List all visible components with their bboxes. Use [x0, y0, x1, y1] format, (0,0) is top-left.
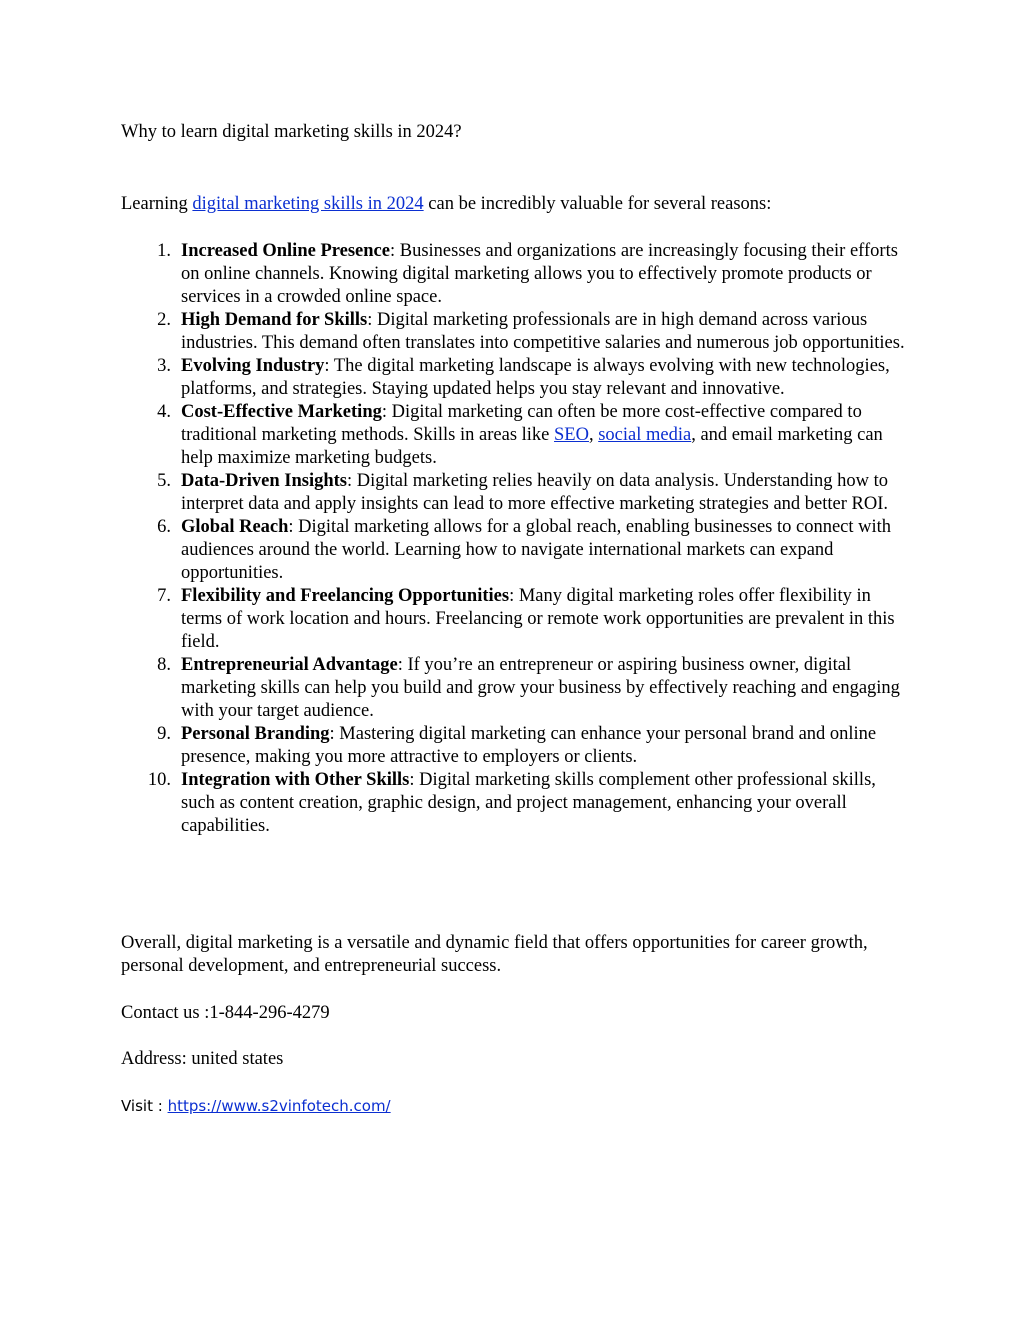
list-item-body: : Digital marketing skills complement other professional skills, such as content creation, graphic design, and project management, enhancing your overall capabilities. [181, 770, 876, 836]
social-media-link[interactable]: social media [598, 425, 692, 445]
list-item [121, 470, 911, 516]
list-item-heading: Global Reach [181, 517, 289, 537]
list-item-text [181, 471, 888, 514]
list-item-heading: Integration with Other Skills [181, 770, 410, 790]
list-item-body: : Digital marketing allows for a global reach, enabling businesses to connect with audiences around the world. Learning how to navigate international markets can expand opportunities. [181, 517, 892, 583]
list-item [121, 309, 911, 355]
contact-line: Contact us :1-844-296-4279 [121, 1003, 330, 1023]
list-item-number: 6. [157, 517, 171, 537]
list-item-text [181, 356, 890, 399]
list-item-body-before: : Digital marketing can often be more cost-effective compared to traditional marketing methods. Skills in areas like [181, 402, 862, 445]
list-item-text [181, 770, 876, 836]
list-item-number: 5. [157, 471, 171, 491]
list-item-number: 8. [157, 655, 171, 675]
list-item-separator: , [588, 425, 599, 445]
list-item-number: 4. [157, 402, 171, 422]
list-item-number: 10. [147, 770, 171, 790]
list-item [121, 654, 911, 723]
visit-line [121, 1096, 391, 1116]
intro-paragraph [121, 193, 771, 216]
list-item-text [181, 655, 900, 721]
list-item-heading: Increased Online Presence [181, 241, 390, 261]
list-item [121, 401, 911, 470]
list-item-body: : Many digital marketing roles offer flexibility in terms of work location and hours. Freelancing or remote work opportunities are prevalent in this field. [181, 586, 895, 652]
visit-label: Visit : [121, 1097, 168, 1115]
list-item-number: 1. [157, 241, 171, 261]
list-item [121, 585, 911, 654]
list-item-text [181, 310, 905, 353]
list-item-body: : Digital marketing relies heavily on data analysis. Understanding how to interpret data and apply insights can lead to more effective marketing strategies and better ROI. [181, 471, 889, 514]
list-item-text [181, 402, 883, 468]
list-item-body-after: , and email marketing can help maximize marketing budgets. [181, 425, 883, 468]
list-item-heading: Cost-Effective Marketing [181, 402, 382, 422]
list-item [121, 355, 911, 401]
list-item-heading: High Demand for Skills [181, 310, 368, 330]
list-item-text [181, 517, 891, 583]
document-title: Why to learn digital marketing skills in 2024? [121, 122, 462, 142]
list-item [121, 240, 911, 309]
reasons-list [121, 240, 911, 838]
list-item-body: : If you’re an entrepreneur or aspiring business owner, digital marketing skills can help you build and grow your business by effectively reaching and engaging with your target audience. [181, 655, 900, 721]
intro-text-after: can be incredibly valuable for several reasons: [423, 194, 772, 214]
list-item-heading: Entrepreneurial Advantage [181, 655, 398, 675]
list-item-body: : The digital marketing landscape is always evolving with new technologies, platforms, and strategies. Staying updated helps you stay relevant and innovative. [181, 356, 890, 399]
list-item-text [181, 724, 876, 767]
list-item [121, 723, 911, 769]
digital-marketing-skills-link[interactable]: digital marketing skills in 2024 [192, 194, 424, 214]
website-link[interactable]: https://www.s2vinfotech.com/ [167, 1097, 391, 1115]
list-item-number: 7. [157, 586, 171, 606]
list-item [121, 769, 911, 838]
intro-text-before: Learning [121, 194, 193, 214]
list-item-body: : Mastering digital marketing can enhance your personal brand and online presence, making you more attractive to employers or clients. [181, 724, 877, 767]
list-item-heading: Data-Driven Insights [181, 471, 347, 491]
list-item-number: 2. [157, 310, 171, 330]
list-item-number: 9. [157, 724, 171, 744]
list-item-number: 3. [157, 356, 171, 376]
list-item-body: : Businesses and organizations are increasingly focusing their efforts on online channels. Knowing digital marketing allows you to effectively promote products or services in a crowded online space. [181, 241, 898, 307]
seo-link[interactable]: SEO [554, 425, 589, 445]
address-line: Address: united states [121, 1049, 284, 1069]
list-item-body: : Digital marketing professionals are in high demand across various industries. This demand often translates into competitive salaries and numerous job opportunities. [181, 310, 905, 353]
list-item [121, 516, 911, 585]
list-item-heading: Evolving Industry [181, 356, 325, 376]
overall-paragraph: Overall, digital marketing is a versatile and dynamic field that offers opportunities for career growth, personal development, and entrepreneurial success. [121, 933, 868, 976]
list-item-heading: Flexibility and Freelancing Opportunities [181, 586, 510, 606]
list-item-heading: Personal Branding [181, 724, 330, 744]
list-item-text [181, 586, 895, 652]
list-item-text [181, 241, 898, 307]
